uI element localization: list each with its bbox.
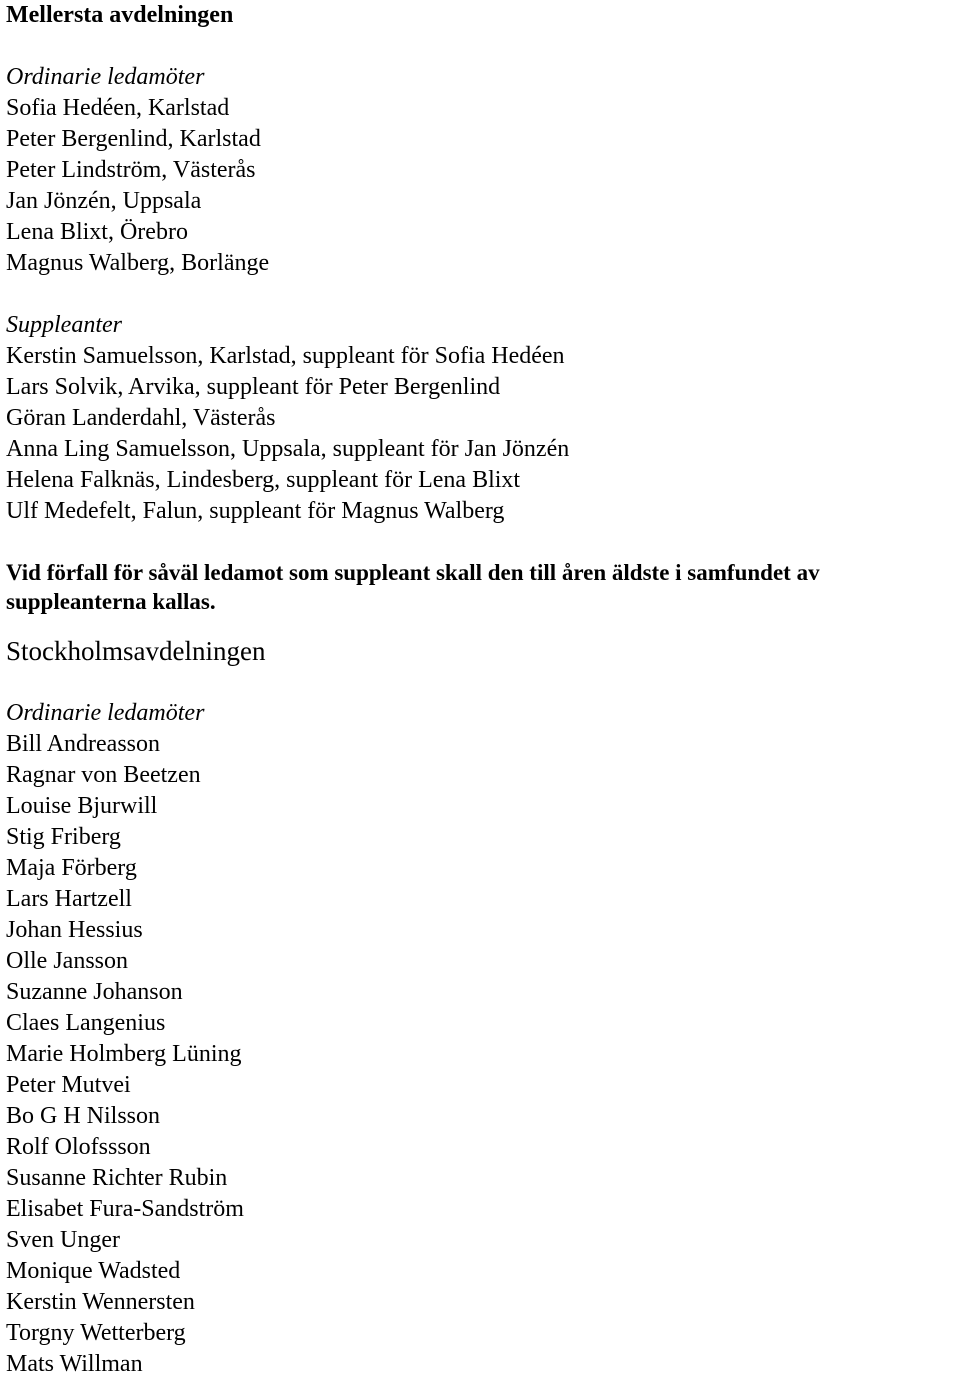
list-item: Sven Unger — [6, 1227, 120, 1253]
list-item: Göran Landerdahl, Västerås — [6, 405, 276, 431]
list-item: Jan Jönzén, Uppsala — [6, 188, 202, 214]
ordinarie-list-stockholm — [6, 729, 956, 1380]
section-title-stockholm: Stockholmsavdelningen — [6, 636, 266, 666]
list-item: Johan Hessius — [6, 917, 143, 943]
suppleanter-list-mellersta — [6, 341, 956, 527]
ordinarie-label-mellersta: Ordinarie ledamöter — [6, 64, 205, 90]
spacer — [6, 616, 956, 636]
document-page — [6, 0, 956, 1380]
list-item: Helena Falknäs, Lindesberg, suppleant för Lena Blixt — [6, 467, 521, 493]
list-item: Maja Förberg — [6, 855, 137, 881]
list-item: Anna Ling Samuelsson, Uppsala, suppleant för Jan Jönzén — [6, 436, 570, 462]
list-item: Rolf Olofssson — [6, 1134, 151, 1160]
list-item: Peter Lindström, Västerås — [6, 157, 256, 183]
list-item: Elisabet Fura-Sandström — [6, 1196, 244, 1222]
list-item: Kerstin Wennersten — [6, 1289, 195, 1315]
list-item: Lars Solvik, Arvika, suppleant för Peter Bergenlind — [6, 374, 501, 400]
list-item: Lena Blixt, Örebro — [6, 219, 188, 245]
list-item: Kerstin Samuelsson, Karlstad, suppleant för Sofia Hedéen — [6, 343, 565, 369]
list-item: Bo G H Nilsson — [6, 1103, 161, 1129]
spacer — [6, 31, 956, 62]
list-item: Torgny Wetterberg — [6, 1320, 186, 1346]
ordinarie-list-mellersta — [6, 93, 956, 279]
list-item: Bill Andreasson — [6, 731, 160, 757]
spacer — [6, 279, 956, 310]
spacer — [6, 667, 956, 698]
ordinarie-label-stockholm: Ordinarie ledamöter — [6, 700, 205, 726]
list-item: Magnus Walberg, Borlänge — [6, 250, 270, 276]
section-title-mellersta: Mellersta avdelningen — [6, 2, 234, 28]
list-item: Monique Wadsted — [6, 1258, 181, 1284]
spacer — [6, 527, 956, 558]
list-item: Sofia Hedéen, Karlstad — [6, 95, 230, 121]
list-item: Louise Bjurwill — [6, 793, 158, 819]
list-item: Suzanne Johanson — [6, 979, 183, 1005]
list-item: Ulf Medefelt, Falun, suppleant för Magnus Walberg — [6, 498, 505, 524]
list-item: Susanne Richter Rubin — [6, 1165, 228, 1191]
list-item: Marie Holmberg Lüning — [6, 1041, 242, 1067]
list-item: Peter Mutvei — [6, 1072, 131, 1098]
list-item: Olle Jansson — [6, 948, 128, 974]
substitution-note: Vid förfall för såväl ledamot som suppleant skall den till åren äldste i samfundet av suppleanterna kallas. — [6, 560, 820, 614]
list-item: Peter Bergenlind, Karlstad — [6, 126, 261, 152]
list-item: Stig Friberg — [6, 824, 121, 850]
list-item: Mats Willman — [6, 1351, 143, 1377]
list-item: Ragnar von Beetzen — [6, 762, 201, 788]
list-item: Claes Langenius — [6, 1010, 166, 1036]
suppleanter-label-mellersta: Suppleanter — [6, 312, 122, 338]
list-item: Lars Hartzell — [6, 886, 132, 912]
